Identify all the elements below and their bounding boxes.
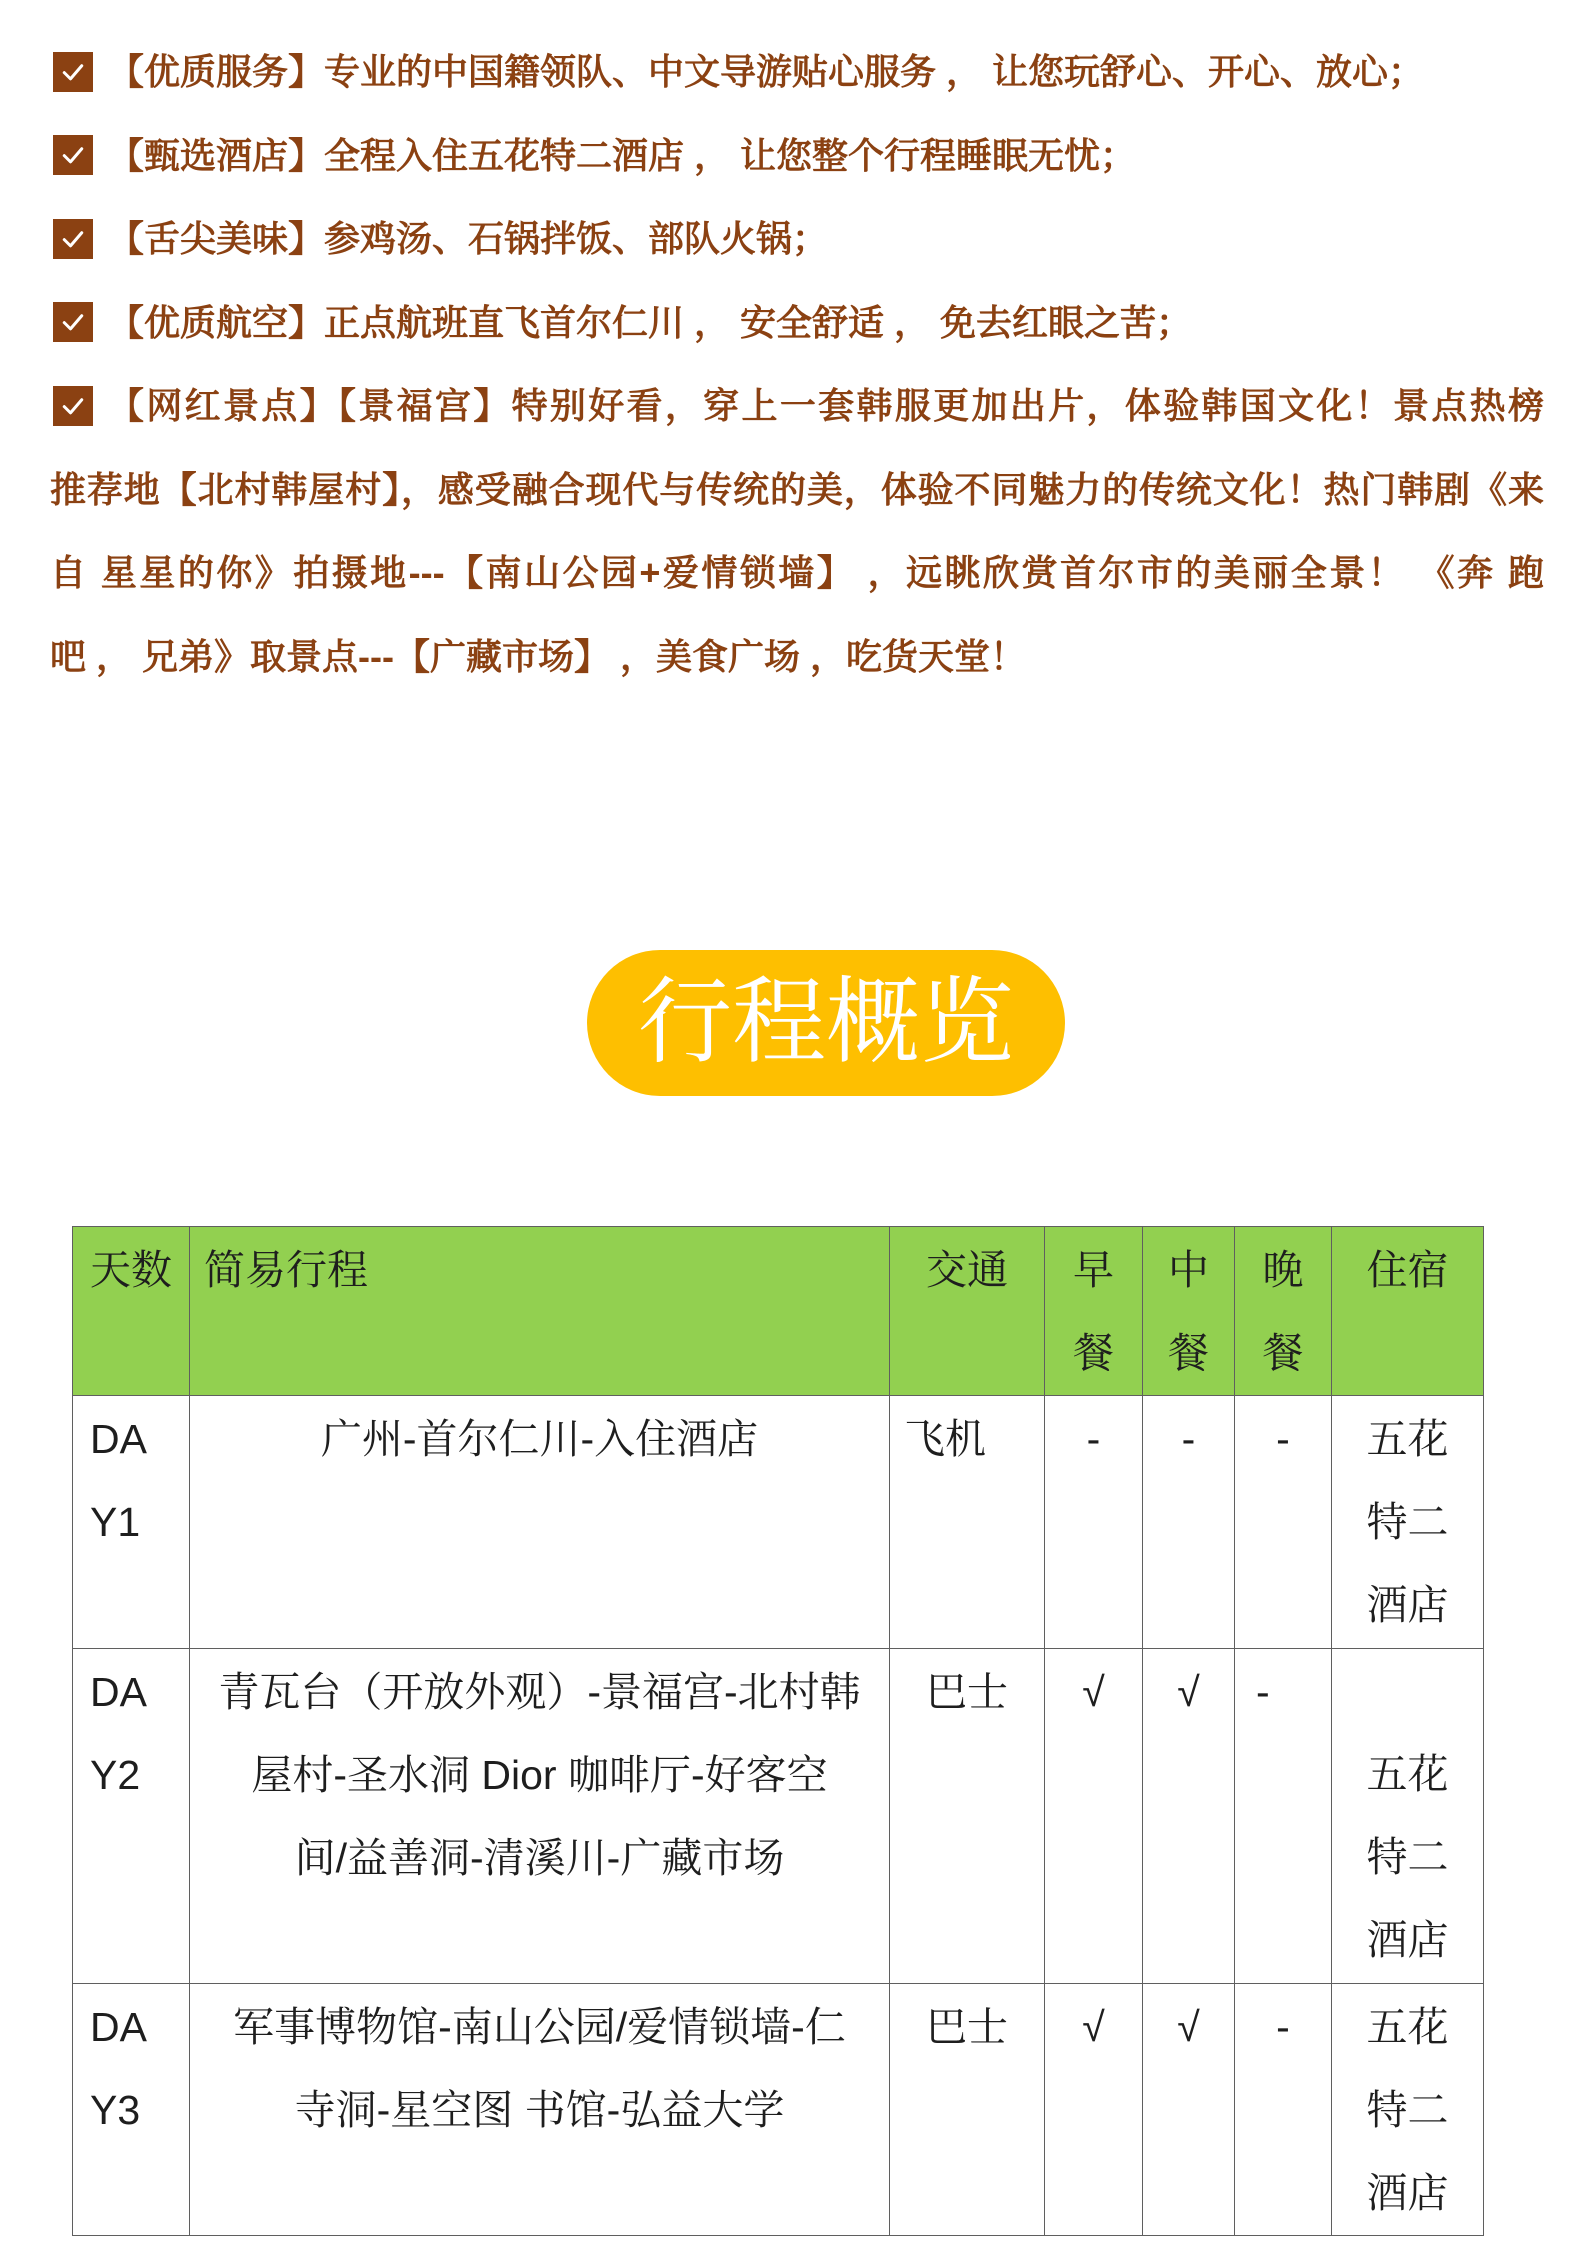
highlight-line bbox=[50, 30, 1544, 114]
cell-transport: 巴士 bbox=[890, 1984, 1045, 2236]
cell-breakfast: √ bbox=[1045, 1649, 1143, 1984]
highlight-line bbox=[50, 364, 1544, 448]
highlight-line bbox=[50, 114, 1544, 198]
overview-title-pill bbox=[587, 950, 1065, 1096]
itinerary-line: 寺洞-星空图 书馆-弘益大学 bbox=[294, 2087, 785, 2133]
table-row bbox=[73, 1984, 1484, 2236]
day-label: DAY2 bbox=[90, 1669, 147, 1798]
highlight-text: 【舌尖美味】参鸡汤、石锅拌饭、部队火锅； bbox=[108, 218, 829, 259]
highlight-item-flight bbox=[50, 281, 1544, 365]
hotel-name: 五花特二酒店 bbox=[1366, 1416, 1449, 1628]
table-row bbox=[73, 1396, 1484, 1649]
header-breakfast-label: 早餐 bbox=[1073, 1247, 1114, 1376]
cell-lunch: - bbox=[1143, 1396, 1235, 1649]
cell-transport: 飞机 bbox=[890, 1396, 1045, 1649]
highlight-text: 【优质航空】正点航班直飞首尔仁川 ， 安全舒适 ， 免去红眼之苦； bbox=[108, 301, 1193, 343]
highlight-text: 【网红景点】【景福宫】特别好看，穿上一套韩服更加出片，体验韩国文化！景点热榜 bbox=[108, 385, 1544, 426]
header-dinner bbox=[1235, 1227, 1332, 1396]
highlight-line bbox=[50, 281, 1544, 365]
header-hotel: 住宿 bbox=[1332, 1227, 1484, 1396]
header-dinner-label: 晚餐 bbox=[1262, 1247, 1304, 1376]
highlight-text-continued: 推荐地【北村韩屋村】，感受融合现代与传统的美，体验不同魅力的传统文化！热门韩剧《来 bbox=[50, 468, 1544, 510]
header-day: 天数 bbox=[73, 1227, 190, 1396]
cell-transport: 巴士 bbox=[890, 1649, 1045, 1984]
itinerary-line: 间/益善洞-清溪川-广藏市场 bbox=[294, 1835, 785, 1881]
cell-dinner: - bbox=[1235, 1984, 1332, 2236]
itinerary-line: 青瓦台（开放外观）-景福宫-北村韩 bbox=[218, 1669, 861, 1715]
itinerary-line: 军事博物馆-南山公园/爱情锁墙-仁 bbox=[233, 2004, 846, 2050]
cell-hotel bbox=[1332, 1984, 1484, 2236]
itinerary-line: 屋村-圣水洞 Dior 咖啡厅-好客空 bbox=[251, 1752, 828, 1798]
cell-itinerary bbox=[190, 1649, 890, 1984]
highlight-item-hotel bbox=[50, 114, 1544, 198]
checkbox-checked-icon bbox=[53, 135, 93, 175]
cell-day bbox=[73, 1649, 190, 1984]
checkbox-checked-icon bbox=[53, 386, 93, 426]
hotel-name: 五花特二酒店 bbox=[1366, 1751, 1449, 1963]
header-itinerary: 简易行程 bbox=[190, 1227, 890, 1396]
cell-day bbox=[73, 1984, 190, 2236]
cell-dinner: - bbox=[1235, 1649, 1332, 1984]
itinerary-table bbox=[72, 1226, 1484, 2236]
highlight-text-continued: 吧 ， 兄弟》取景点---【广藏市场】 ，美食广场 ，吃货天堂！ bbox=[50, 635, 1026, 677]
highlight-text-continued: 自 星星的你》拍摄地---【南山公园+爱情锁墙】 ，远眺欣赏首尔市的美丽全景！ 《奔 跑 bbox=[50, 552, 1544, 593]
table-header-row bbox=[73, 1227, 1484, 1396]
checkbox-checked-icon bbox=[53, 52, 93, 92]
cell-day bbox=[73, 1396, 190, 1649]
itinerary-line: 广州-首尔仁川-入住酒店 bbox=[320, 1416, 759, 1462]
highlight-item-attractions bbox=[50, 364, 1544, 698]
highlight-item-food bbox=[50, 197, 1544, 281]
checkbox-checked-icon bbox=[53, 302, 93, 342]
highlight-text: 【甄选酒店】全程入住五花特二酒店 ， 让您整个行程睡眠无忧； bbox=[108, 134, 1137, 176]
header-lunch bbox=[1143, 1227, 1235, 1396]
cell-hotel bbox=[1332, 1396, 1484, 1649]
day-label: DAY3 bbox=[90, 2004, 147, 2133]
cell-breakfast: - bbox=[1045, 1396, 1143, 1649]
overview-title: 行程概览 bbox=[637, 968, 1014, 1077]
header-lunch-label: 中餐 bbox=[1168, 1247, 1209, 1376]
cell-dinner: - bbox=[1235, 1396, 1332, 1649]
hotel-name: 五花特二酒店 bbox=[1366, 2004, 1449, 2216]
highlight-line bbox=[50, 197, 1544, 281]
header-breakfast bbox=[1045, 1227, 1143, 1396]
highlight-text: 【优质服务】专业的中国籍领队、中文导游贴心服务 ， 让您玩舒心、开心、放心； bbox=[108, 51, 1425, 92]
cell-hotel bbox=[1332, 1649, 1484, 1984]
checkbox-checked-icon bbox=[53, 219, 93, 259]
cell-breakfast: √ bbox=[1045, 1984, 1143, 2236]
cell-lunch: √ bbox=[1143, 1984, 1235, 2236]
cell-itinerary bbox=[190, 1984, 890, 2236]
header-transport: 交通 bbox=[890, 1227, 1045, 1396]
highlights-list bbox=[50, 30, 1544, 698]
day-label: DAY1 bbox=[90, 1416, 147, 1545]
table-row bbox=[73, 1649, 1484, 1984]
cell-lunch: √ bbox=[1143, 1649, 1235, 1984]
highlight-item-service bbox=[50, 30, 1544, 114]
cell-itinerary bbox=[190, 1396, 890, 1649]
